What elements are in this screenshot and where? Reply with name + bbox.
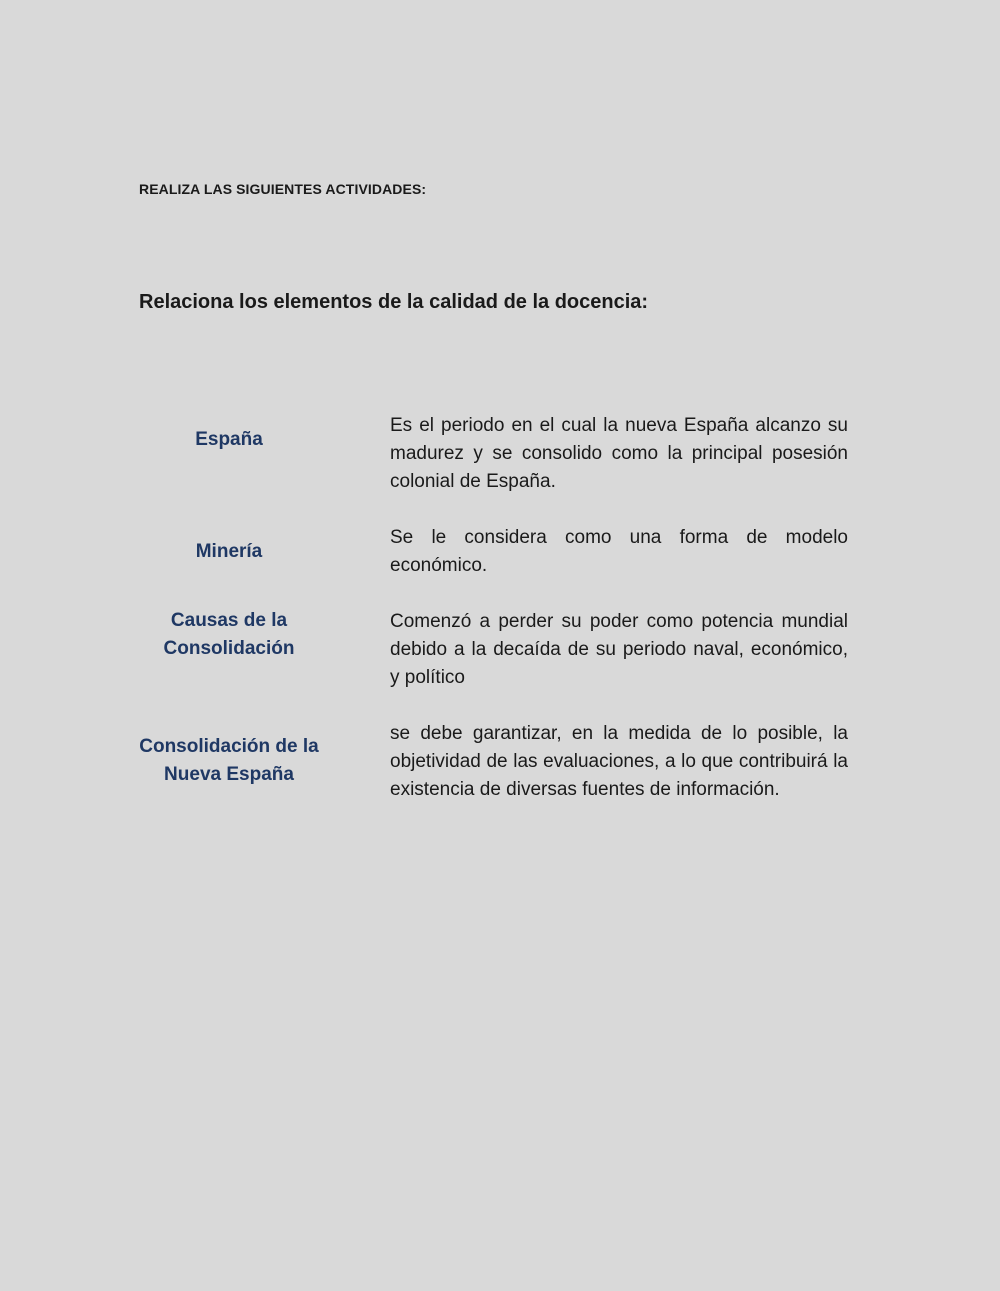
definition-2: Se le considera como una forma de modelo económico. (390, 527, 848, 576)
term-consolidacion-nueva-espana: Consolidación de la Nueva España (139, 736, 319, 785)
term-causas-consolidacion: Causas de la Consolidación (163, 610, 295, 659)
term-espana: España (195, 429, 263, 450)
definition-3: Comenzó a perder su poder como potencia mundial debido a la decaída de su periodo naval, económico, y político (390, 611, 848, 688)
definition-4: se debe garantizar, en la medida de lo posible, la objetividad de las evaluaciones, a lo que contribuirá la existencia de diversas fuentes de información. (390, 723, 848, 800)
term-mineria: Minería (195, 541, 263, 562)
activity-subtitle: Relaciona los elementos de la calidad de la docencia: (139, 291, 649, 313)
instruction-heading: REALIZA LAS SIGUIENTES ACTIVIDADES: (139, 181, 427, 197)
definition-1: Es el periodo en el cual la nueva España alcanzo su madurez y se consolido como la principal posesión colonial de España. (390, 415, 848, 492)
